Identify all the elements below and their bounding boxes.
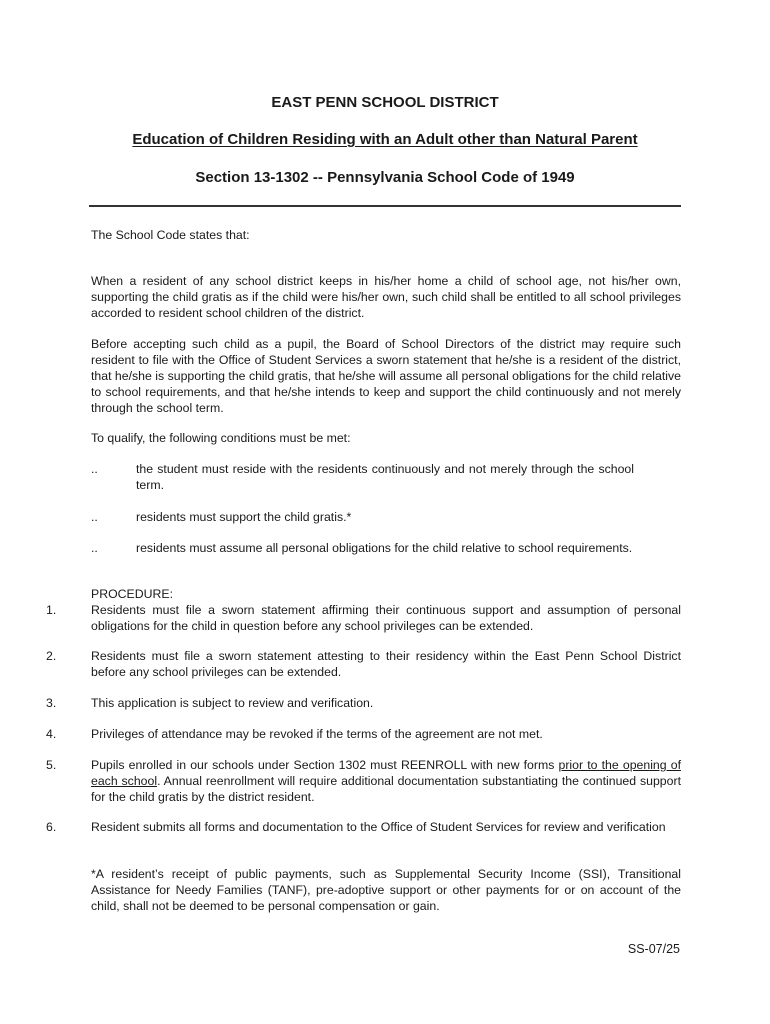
procedure-step: Residents must file a sworn statement affirming their continuous support and assumption of personal obligations for the child in question before any school privileges can be extended. [91,603,681,633]
procedure-step: Privileges of attendance may be revoked if the terms of the agreement are not met. [91,727,543,741]
paragraph-entitlement: When a resident of any school district keeps in his/her home a child of school age, not his/her own, supporting the child gratis as if the child were his/her own, such child shall be entitled to all school privileges accorded to resident school children of the district. [91,274,681,320]
qualify-text: To qualify, the following conditions must be met: [91,431,351,445]
paragraph-board-requirement: Before accepting such child as a pupil, the Board of School Directors of the district may require such resident to file with the Office of Student Services a sworn statement that he/she is a resident of the district, that he/she is supporting the child gratis, that he/she will assume all personal obligations for the child relative to school requirements, and that he/she intends to keep and support the child continuously and not merely through the school term. [91,337,681,415]
condition-item: the student must reside with the residents continuously and not merely through the school term. [136,462,634,492]
step-number: 5. [46,758,57,772]
condition-bullet: .. [91,462,98,476]
procedure-heading: PROCEDURE: [91,587,173,601]
condition-item: residents must support the child gratis.* [136,510,352,524]
condition-item: residents must assume all personal obligations for the child relative to school requirements. [136,541,633,555]
step-number: 2. [46,649,57,663]
condition-bullet: .. [91,541,98,555]
step-number: 4. [46,727,57,741]
footnote: *A resident’s receipt of public payments, such as Supplemental Security Income (SSI), Transitional Assistance for Needy Families (TANF), pre-adoptive support or other payments for or on account of the child, shall not be deemed to be personal compensation or gain. [91,867,681,913]
district-title: EAST PENN SCHOOL DISTRICT [271,94,499,111]
step-number: 1. [46,603,57,617]
step-number: 3. [46,696,57,710]
procedure-step: Residents must file a sworn statement attesting to their residency within the East Penn School District before any school privileges can be extended. [91,649,681,679]
section-heading: Section 13-1302 -- Pennsylvania School Code of 1949 [195,169,575,186]
procedure-step-reenroll [91,757,681,805]
header-divider [89,205,681,207]
document-subtitle [0,131,770,148]
reenroll-text-start: Pupils enrolled in our schools under Section 1302 must REENROLL with new forms [91,758,559,772]
intro-text: The School Code states that: [91,228,250,242]
procedure-step: This application is subject to review and verification. [91,696,374,710]
form-code: SS-07/25 [627,942,680,956]
procedure-step: Resident submits all forms and documentation to the Office of Student Services for review and verification [91,820,666,834]
reenroll-deadline-emphasis: prior to the opening of each school [91,758,682,788]
step-number: 6. [46,820,57,834]
document-subtitle-text: Education of Children Residing with an Adult other than Natural Parent [132,131,638,148]
reenroll-text-end: . Annual reenrollment will require additional documentation substantiating the continued support for the child gratis by the district resident. [91,774,681,804]
condition-bullet: .. [91,510,98,524]
